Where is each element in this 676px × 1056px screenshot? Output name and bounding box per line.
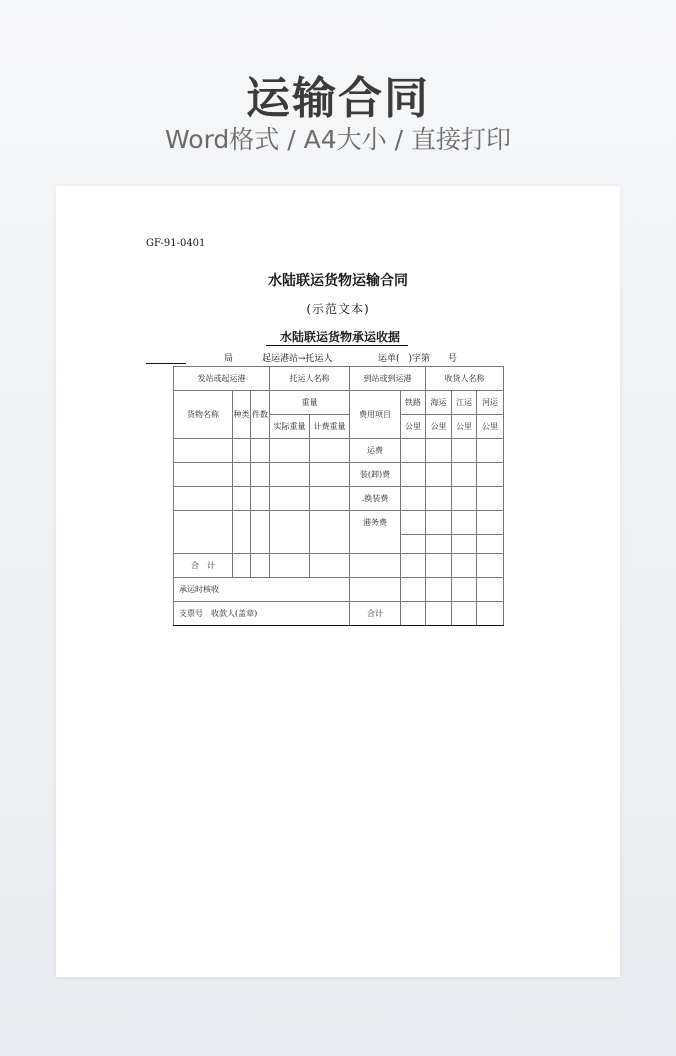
route-label: 起运港站→托运人 xyxy=(262,354,333,364)
shipper-header: 托运人名称 xyxy=(270,367,350,391)
transfer-fee: .换装费 xyxy=(350,487,401,511)
waybill-label: 运单( )字第 号 xyxy=(378,354,458,364)
actual-weight-header: 实际重量 xyxy=(270,415,310,439)
destination-header: 到站或到运港 xyxy=(350,367,426,391)
banner-subtitle: Word格式 / A4大小 / 直接打印 xyxy=(165,125,511,154)
goods-name-header: 货物名称 xyxy=(174,391,233,439)
table-row xyxy=(174,463,504,487)
unit-km: 公里 xyxy=(426,415,452,439)
table-row xyxy=(174,439,504,463)
table-row xyxy=(174,511,504,535)
unit-km: 公里 xyxy=(452,415,477,439)
document-title: 水陆联运货物运输合同 xyxy=(268,273,408,289)
river-header: 江运 xyxy=(452,391,477,415)
table-row xyxy=(174,578,504,602)
weight-header: 重量 xyxy=(270,391,350,415)
banner-title: 运输合同 xyxy=(246,73,430,124)
document-code: GF-91-0401 xyxy=(146,238,206,249)
receipt-table xyxy=(173,366,504,626)
receipt-info-row xyxy=(146,351,506,365)
total2-label: 合计 xyxy=(350,602,401,626)
fee-item-header: 费用项目 xyxy=(350,391,401,439)
kind-header: 种类 xyxy=(233,391,251,439)
port-fee: 港务费 xyxy=(350,511,401,535)
station-label: 局 xyxy=(224,354,234,364)
table-row xyxy=(174,391,504,415)
origin-header: 发站或起运港 xyxy=(174,367,270,391)
table-row xyxy=(174,554,504,578)
document-subtitle: (示范文本) xyxy=(306,302,370,316)
blank-underline xyxy=(146,363,186,364)
sea-header: 海运 xyxy=(426,391,452,415)
cheque-label: 支票号 收款人(盖章) xyxy=(174,602,350,626)
canal-header: 河运 xyxy=(477,391,504,415)
consignee-header: 收货人名称 xyxy=(426,367,504,391)
table-row xyxy=(174,487,504,511)
table-row xyxy=(174,602,504,626)
receipt-title: 水陆联运货物承运收据 xyxy=(266,328,408,346)
rail-header: 铁路 xyxy=(401,391,426,415)
count-header: 件数 xyxy=(251,391,270,439)
document-page xyxy=(56,186,620,977)
total-label: 合 计 xyxy=(174,554,233,578)
loading-fee: 装(卸)费 xyxy=(350,463,401,487)
unit-km: 公里 xyxy=(477,415,504,439)
freight-fee: 运费 xyxy=(350,439,401,463)
billed-weight-header: 计费重量 xyxy=(310,415,350,439)
table-header-row xyxy=(174,367,504,391)
receipt-time-label: 承运时核收 xyxy=(174,578,350,602)
unit-km: 公里 xyxy=(401,415,426,439)
